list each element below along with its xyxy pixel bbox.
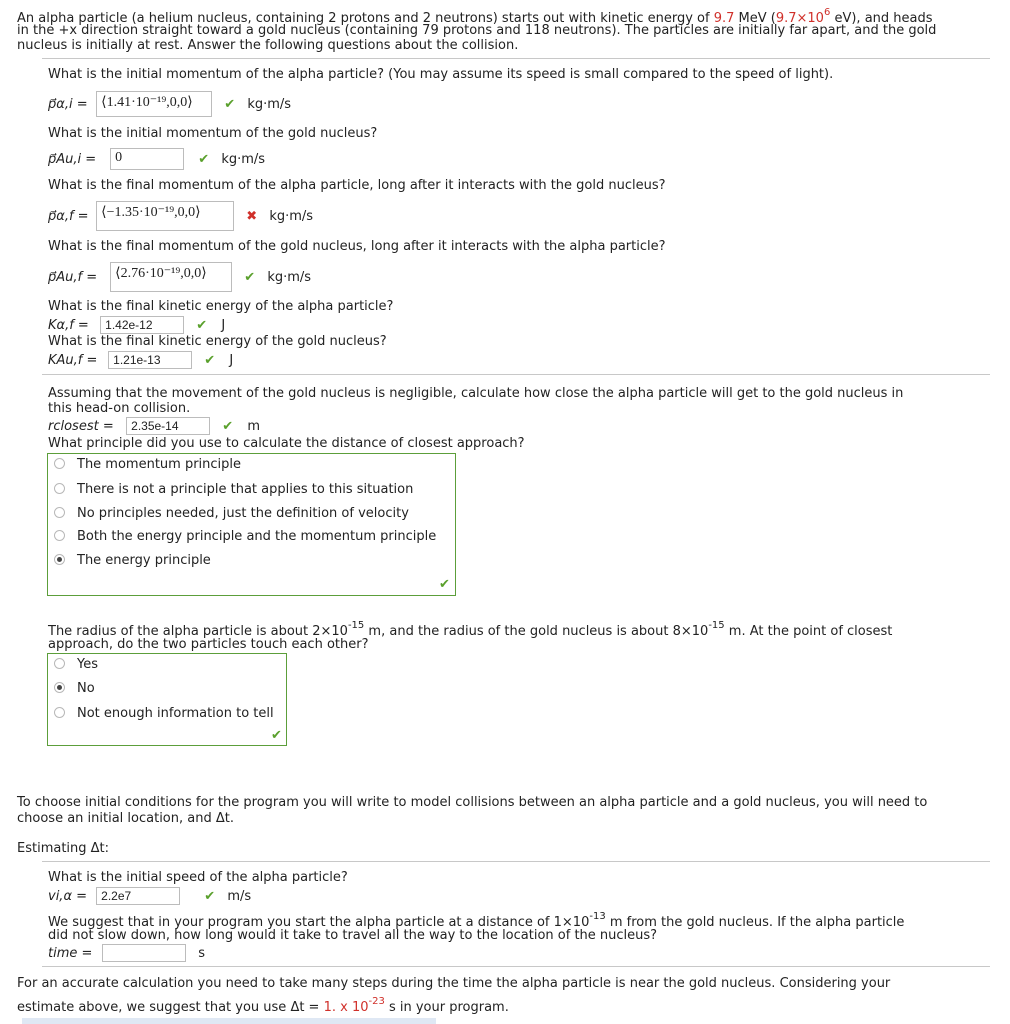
q4-answer-row: [48, 262, 311, 292]
part2-line-1: To choose initial conditions for the program you will write to model collisions between an alpha particle and a gold nucleus, you will need to: [17, 795, 928, 810]
q6-label: KAu,f =: [48, 352, 98, 368]
q9-option-0[interactable]: Yes: [54, 657, 98, 672]
dt-coefficient: 1. x 10: [323, 1000, 369, 1015]
part2-line-2: choose an initial location, and Δt.: [17, 811, 234, 826]
check-icon: ✔: [204, 352, 216, 368]
q10-answer-row: [48, 887, 251, 905]
q11-line-1: We suggest that in your program you start the alpha particle at a distance of $1\times 10^{-13}$ m from the gold nucleus. If the alpha particle: [48, 911, 905, 930]
q7-line-1: Assuming that the movement of the gold nucleus is negligible, calculate how close the alpha particle will get to the gold nucleus in: [48, 386, 904, 401]
q2-text: What is the initial momentum of the gold nucleus?: [48, 126, 378, 141]
q2-label: p⃗Au,i =: [48, 151, 97, 167]
ev-coefficient: 9.7×10: [775, 11, 824, 26]
q10-label: vi,α =: [48, 888, 88, 904]
q5-answer-row: [48, 316, 225, 334]
radio-button-selected[interactable]: [54, 682, 65, 693]
q4-answer-field[interactable]: ⟨2.76·10⁻¹⁹,0,0⟩: [110, 262, 232, 292]
check-icon: ✔: [271, 728, 282, 743]
q11-answer-field[interactable]: [102, 944, 186, 962]
q5-answer-field[interactable]: 1.42e-12: [100, 316, 184, 334]
separator: [42, 58, 990, 59]
q11-label: time =: [48, 945, 93, 961]
q9-option-2[interactable]: Not enough information to tell: [54, 706, 274, 721]
q1-unit: kg·m/s: [247, 96, 292, 112]
q10-answer-field[interactable]: 2.2e7: [96, 887, 180, 905]
q8-option-2[interactable]: No principles needed, just the definition of velocity: [54, 506, 409, 521]
final-line-1: For an accurate calculation you need to take many steps during the time the alpha particle is near the gold nucleus. Considering your: [17, 976, 891, 991]
check-icon: ✔: [244, 269, 256, 285]
q1-answer-field[interactable]: ⟨1.41·10⁻¹⁹,0,0⟩: [96, 91, 212, 117]
q6-answer-field[interactable]: 1.21e-13: [108, 351, 192, 369]
q8-option-0[interactable]: The momentum principle: [54, 457, 241, 472]
q2-unit: kg·m/s: [221, 151, 266, 167]
estimating-heading: Estimating Δt:: [17, 841, 110, 856]
ev-unit: eV), and heads: [830, 11, 933, 26]
separator: [42, 374, 990, 375]
q1-text: What is the initial momentum of the alpha particle? (You may assume its speed is small compared to the speed of light).: [48, 67, 834, 82]
check-icon: ✔: [196, 317, 208, 333]
q8-option-1[interactable]: There is not a principle that applies to this situation: [54, 482, 413, 497]
q3-answer-row: [48, 201, 313, 231]
q2-answer-row: [48, 148, 265, 170]
radio-button[interactable]: [54, 507, 65, 518]
q4-unit: kg·m/s: [267, 269, 312, 285]
separator: [42, 966, 990, 967]
q1-label: p⃗α,i =: [48, 96, 88, 112]
q11-line-2: did not slow down, how long would it take to travel all the way to the location of the nucleus?: [48, 928, 658, 943]
radio-button-selected[interactable]: [54, 554, 65, 565]
cross-icon: ✖: [246, 208, 258, 224]
q3-answer-field[interactable]: ⟨−1.35·10⁻¹⁹,0,0⟩: [96, 201, 234, 231]
q10-unit: m/s: [227, 888, 252, 904]
intro-line-2: in the +x direction straight toward a gold nucleus (containing 79 protons and 118 neutrons). The particles are initially far apart, and the gold: [17, 23, 937, 38]
mev-value: 9.7: [713, 11, 735, 26]
q8-option-4[interactable]: The energy principle: [54, 553, 211, 568]
q11-answer-row: [48, 944, 205, 962]
q7-label: rclosest =: [48, 418, 114, 434]
check-icon: ✔: [224, 96, 236, 112]
q2-answer-field[interactable]: 0: [110, 148, 184, 170]
q3-label: p⃗α,f =: [48, 208, 89, 224]
radio-button[interactable]: [54, 658, 65, 669]
q6-unit: J: [229, 352, 234, 368]
q8-options-box: [47, 453, 456, 596]
radio-button[interactable]: [54, 483, 65, 494]
radio-button[interactable]: [54, 707, 65, 718]
q5-unit: J: [221, 317, 226, 333]
q7-answer-field[interactable]: 2.35e-14: [126, 417, 210, 435]
q7-answer-row: [48, 417, 260, 435]
q6-text: What is the final kinetic energy of the gold nucleus?: [48, 334, 387, 349]
check-icon: ✔: [222, 418, 234, 434]
dt-exponent: -23: [368, 996, 385, 1007]
q7-unit: m: [247, 418, 260, 434]
q9-option-1[interactable]: No: [54, 681, 95, 696]
q8-option-3[interactable]: Both the energy principle and the momentum principle: [54, 529, 436, 544]
final-line-2: estimate above, we suggest that you use Δt = 1. x $10^{-23}$ s in your program.: [17, 996, 509, 1015]
separator: [42, 861, 990, 862]
ev-exponent: 6: [823, 7, 831, 18]
q9-line-2: approach, do the two particles touch each other?: [48, 637, 369, 652]
q5-label: Kα,f =: [48, 317, 89, 333]
q10-text: What is the initial speed of the alpha particle?: [48, 870, 348, 885]
intro-text: An alpha particle (a helium nucleus, containing 2 protons and 2 neutrons) starts out with kinetic energy of: [17, 11, 714, 26]
check-icon: ✔: [439, 577, 450, 592]
q11-unit: s: [198, 945, 206, 961]
check-icon: ✔: [198, 151, 210, 167]
q6-answer-row: [48, 351, 233, 369]
q9-line-1: The radius of the alpha particle is about $2\times 10^{-15}$ m, and the radius of the gold nucleus is about $8\times 10^{-15}$ m. At the point of closest: [48, 620, 893, 639]
q3-text: What is the final momentum of the alpha particle, long after it interacts with the gold nucleus?: [48, 178, 666, 193]
q4-text: What is the final momentum of the gold nucleus, long after it interacts with the alpha particle?: [48, 239, 666, 254]
intro-line-3: nucleus is initially at rest. Answer the following questions about the collision.: [17, 38, 519, 53]
q4-label: p⃗Au,f =: [48, 269, 98, 285]
radio-button[interactable]: [54, 530, 65, 541]
q7-line-2: this head-on collision.: [48, 401, 191, 416]
mev-unit: MeV (: [734, 11, 776, 26]
q5-text: What is the final kinetic energy of the alpha particle?: [48, 299, 394, 314]
radio-button[interactable]: [54, 458, 65, 469]
q1-answer-row: [48, 91, 291, 117]
bottom-bar: [22, 1018, 436, 1024]
q8-text: What principle did you use to calculate the distance of closest approach?: [48, 436, 525, 451]
q3-unit: kg·m/s: [269, 208, 314, 224]
check-icon: ✔: [204, 888, 216, 904]
